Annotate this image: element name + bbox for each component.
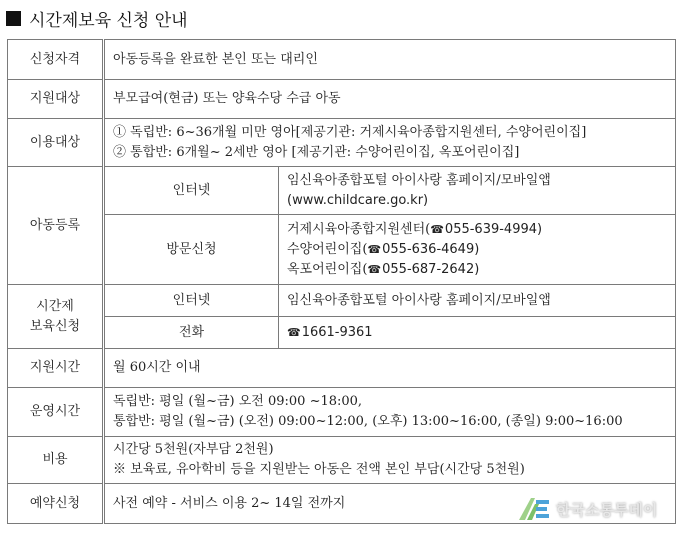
label-cost: 비용 [8, 437, 104, 484]
visit-line-3 [287, 260, 667, 280]
row-operation [8, 388, 676, 437]
telephone-icon: ☎ [367, 262, 382, 276]
telephone-icon: ☎ [367, 242, 382, 256]
row-usage [8, 119, 676, 167]
logo-text: 한국소통투데이 [556, 500, 658, 519]
visit-phone-1: 055-639-4994) [444, 221, 543, 237]
row-target [8, 80, 676, 119]
apply-internet-value: 임신육아종합포털 아이사랑 홈페이지/모바일앱 [279, 285, 676, 317]
page-title [6, 5, 188, 31]
label-apply-line-1: 시간제 [36, 298, 74, 314]
row-apply-phone [8, 317, 676, 349]
row-qualification [8, 40, 676, 80]
telephone-icon: ☎ [430, 222, 444, 236]
label-apply-line-2: 보육신청 [29, 318, 81, 334]
visit-phone-3: 055-687-2642) [382, 261, 480, 277]
registration-internet-value [279, 167, 676, 215]
label-apply [8, 285, 104, 349]
cost-line-1: 시간당 5천원(자부담 2천원) [113, 442, 274, 457]
visit-place-1: 거제시육아종합지원센터( [287, 221, 431, 237]
value-operation [104, 388, 676, 437]
label-qualification: 신청자격 [8, 40, 104, 80]
apply-phone-label: 전화 [104, 317, 279, 349]
label-usage: 이용대상 [8, 119, 104, 167]
value-cost [104, 437, 676, 484]
label-reservation: 예약신청 [8, 484, 104, 524]
row-registration-visit [8, 215, 676, 285]
apply-phone-value [279, 317, 676, 349]
visit-line-2 [287, 240, 667, 260]
registration-visit-value [279, 215, 676, 285]
value-reservation: 사전 예약 - 서비스 이용 2~ 14일 전까지 [104, 484, 676, 524]
value-hours: 월 60시간 이내 [104, 349, 676, 388]
label-target: 지원대상 [8, 80, 104, 119]
watermark-logo [517, 495, 657, 523]
row-apply-internet [8, 285, 676, 317]
visit-place-3: 옥포어린이집( [287, 261, 368, 277]
value-target: 부모급여(현금) 또는 양육수당 수급 아동 [104, 80, 676, 119]
label-operation: 운영시간 [8, 388, 104, 437]
apply-phone-number: 1661-9361 [301, 324, 373, 340]
visit-place-2: 수양어린이집( [287, 241, 368, 257]
row-hours [8, 349, 676, 388]
usage-line-2: ② 통합반: 6개월~ 2세반 영아 [제공기관: 수양어린이집, 옥포어린이집] [113, 144, 520, 160]
label-hours: 지원시간 [8, 349, 104, 388]
label-registration: 아동등록 [8, 167, 104, 285]
value-usage [104, 119, 676, 167]
cost-line-2: ※ 보육료, 유아학비 등을 지원받는 아동은 전액 본인 부담(시간당 5천원) [113, 462, 525, 477]
visit-line-1 [287, 220, 667, 240]
page-title-text: 시간제보육 신청 안내 [29, 10, 188, 31]
usage-line-1: ① 독립반: 6~36개월 미만 영아[제공기관: 거제시육아종합지원센터, 수양어린이집] [113, 124, 587, 140]
operation-line-1: 독립반: 평일 (월~금) 오전 09:00 ~18:00, [113, 394, 363, 409]
row-cost [8, 437, 676, 484]
apply-internet-label: 인터넷 [104, 285, 279, 317]
black-square-icon [6, 11, 21, 26]
row-registration-internet [8, 167, 676, 215]
operation-line-2: 통합반: 평일 (월~금) (오전) 09:00~12:00, (오후) 13:00~16:00, (종일) 9:00~16:00 [113, 414, 623, 429]
value-qualification: 아동등록을 완료한 본인 또는 대리인 [104, 40, 676, 80]
registration-internet-line-1: 임신육아종합포털 아이사랑 홈페이지/모바일앱 [287, 172, 551, 188]
registration-internet-line-2: (www.childcare.go.kr) [287, 192, 429, 208]
registration-visit-label: 방문신청 [104, 215, 279, 285]
info-table [7, 39, 676, 524]
logo-icon [517, 496, 551, 522]
telephone-icon: ☎ [287, 325, 301, 339]
visit-phone-2: 055-636-4649) [382, 241, 480, 257]
registration-internet-label: 인터넷 [104, 167, 279, 215]
